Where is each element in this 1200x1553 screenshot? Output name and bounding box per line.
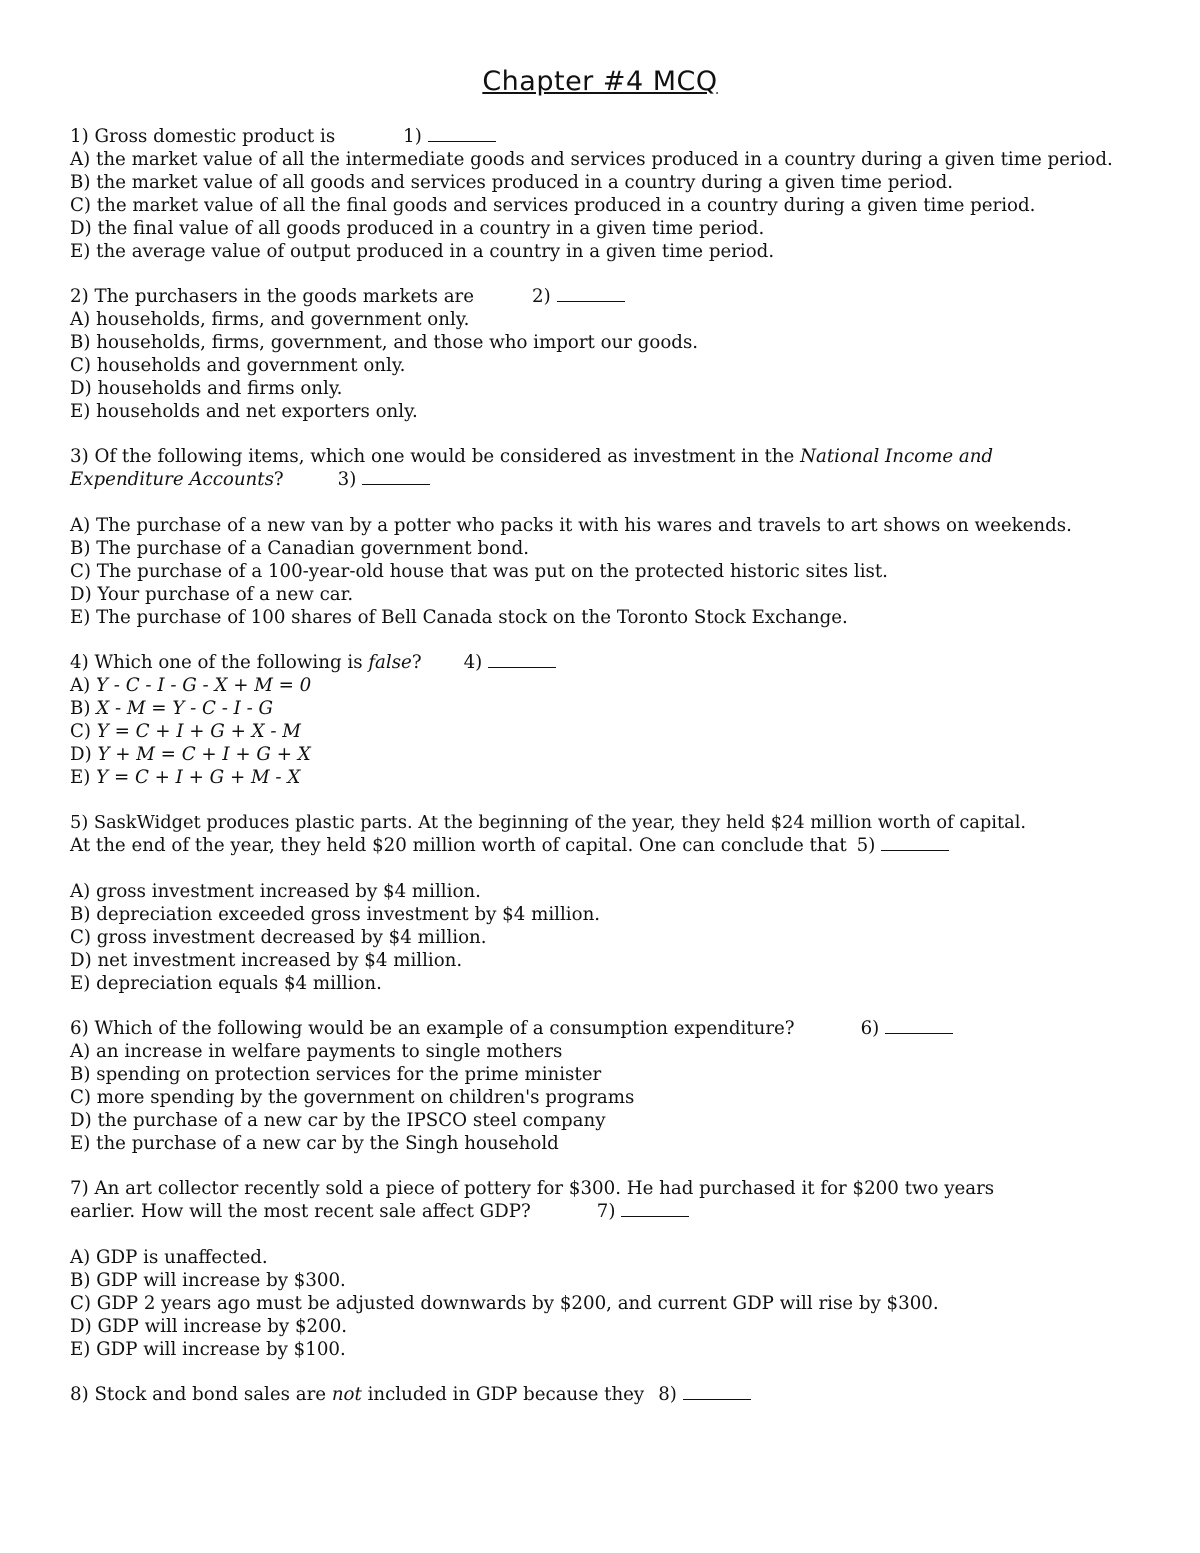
answer-ref: 3) [337,469,357,490]
answer-blank[interactable] [885,1018,953,1034]
answer-ref: 2) [532,286,551,307]
option-a: A) an increase in welfare payments to single mothers [70,1041,563,1062]
question-stem: 2) The purchasers in the goods markets are 2) [70,285,1130,308]
answer-blank[interactable] [881,835,949,851]
answer-blank[interactable] [488,652,556,668]
question-list [70,125,1130,1428]
option-a: A) The purchase of a new van by a potter who packs it with his wares and travels to art shows on weekends. [70,515,1072,536]
question-7 [70,1177,1130,1361]
option-e: E) The purchase of 100 shares of Bell Canada stock on the Toronto Stock Exchange. [70,607,848,628]
answer-blank[interactable] [683,1384,751,1400]
option-d: D) households and firms only. [70,378,343,399]
answer-ref: 8) [658,1384,677,1405]
question-1 [70,125,1130,263]
question-stem-cont: At the end of the year, they held $20 million worth of capital. One can conclude that 5) [70,834,1130,857]
option-a: A) Y - C - I - G - X + M = 0 [70,675,312,696]
answer-ref: 5) [856,835,876,856]
question-stem: 5) SaskWidget produces plastic parts. At the beginning of the year, they held $24 million worth of capital. [70,812,1027,833]
answer-ref: 1) [403,126,422,147]
option-d: D) the final value of all goods produced in a country in a given time period. [70,218,765,239]
question-6 [70,1017,1130,1155]
answer-blank[interactable] [557,286,625,302]
option-b: B) households, firms, government, and those who import our goods. [70,332,699,353]
question-stem: 7) An art collector recently sold a piece of pottery for $300. He had purchased it for $200 two years [70,1178,995,1199]
question-stem-cont: Expenditure Accounts? 3) [70,468,1130,491]
question-3 [70,445,1130,629]
option-a: A) GDP is unaffected. [70,1247,268,1268]
option-c: C) Y = C + I + G + X - M [70,721,301,742]
question-stem: 3) Of the following items, which one would be considered as investment in the National Income and [70,446,994,467]
option-d: D) GDP will increase by $200. [70,1316,348,1337]
question-4 [70,651,1130,789]
option-d: D) net investment increased by $4 million. [70,950,463,971]
answer-blank[interactable] [428,126,496,142]
option-c: C) more spending by the government on children's programs [70,1087,635,1108]
option-b: B) GDP will increase by $300. [70,1270,346,1291]
answer-ref: 6) [860,1018,880,1039]
option-d: D) Y + M = C + I + G + X [70,744,311,765]
answer-ref: 4) [463,652,483,673]
option-a: A) gross investment increased by $4 million. [70,881,481,902]
option-b: B) depreciation exceeded gross investment by $4 million. [70,904,601,925]
option-c: C) The purchase of a 100-year-old house that was put on the protected historic sites list. [70,561,888,582]
option-e: E) the average value of output produced in a country in a given time period. [70,241,775,262]
option-e: E) GDP will increase by $100. [70,1339,346,1360]
answer-blank[interactable] [362,469,430,485]
option-e: E) the purchase of a new car by the Singh household [70,1133,559,1154]
question-stem-cont: earlier. How will the most recent sale affect GDP? 7) [70,1200,1130,1223]
question-8 [70,1383,1130,1406]
option-a: A) households, firms, and government only. [70,309,470,330]
option-c: C) the market value of all the final goods and services produced in a country during a given time period. [70,195,1036,216]
option-b: B) the market value of all goods and services produced in a country during a given time period. [70,172,954,193]
option-e: E) households and net exporters only. [70,401,418,422]
option-d: D) Your purchase of a new car. [70,584,354,605]
question-stem: 4) Which one of the following is false? 4) [70,651,1130,674]
question-stem: 8) Stock and bond sales are not included in GDP because they 8) [70,1383,1130,1406]
option-c: C) gross investment decreased by $4 million. [70,927,487,948]
option-d: D) the purchase of a new car by the IPSCO steel company [70,1110,606,1131]
option-e: E) depreciation equals $4 million. [70,973,382,994]
answer-ref: 7) [596,1201,616,1222]
option-e: E) Y = C + I + G + M - X [70,767,301,788]
option-c: C) households and government only. [70,355,406,376]
option-c: C) GDP 2 years ago must be adjusted downwards by $200, and current GDP will rise by $300. [70,1293,939,1314]
page-title: Chapter #4 MCQ [482,66,718,97]
question-stem: 1) Gross domestic product is 1) [70,125,1130,148]
option-b: B) spending on protection services for the prime minister [70,1064,602,1085]
option-a: A) the market value of all the intermediate goods and services produced in a country during a given time period. [70,149,1113,170]
answer-blank[interactable] [621,1201,689,1217]
option-b: B) The purchase of a Canadian government bond. [70,538,530,559]
option-b: B) X - M = Y - C - I - G [70,698,274,719]
question-2 [70,285,1130,423]
question-5 [70,811,1130,995]
question-stem: 6) Which of the following would be an example of a consumption expenditure? 6) [70,1017,1130,1040]
